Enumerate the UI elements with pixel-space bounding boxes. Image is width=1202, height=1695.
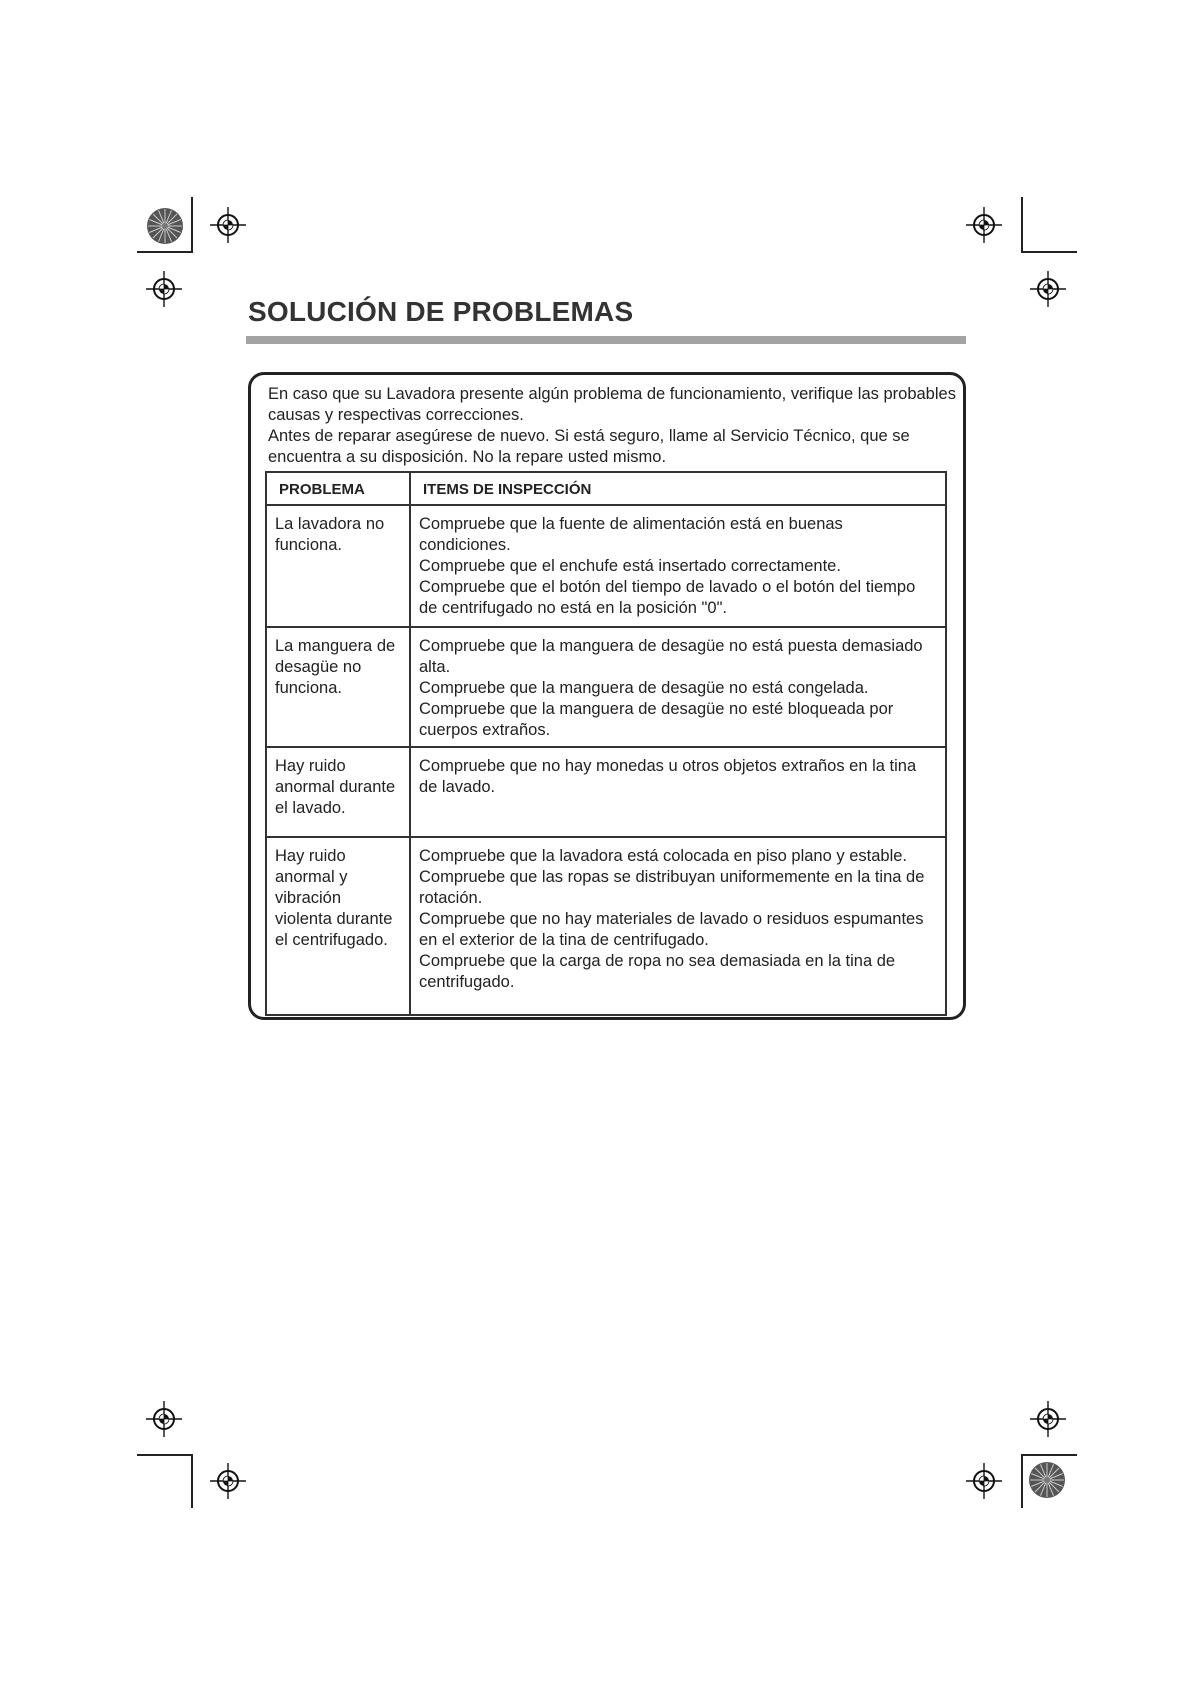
inspection-item: Compruebe que no hay materiales de lavado o residuos espumantes en el exterior de la tina de centrifugado. [419,910,924,949]
table-row [266,837,946,1015]
registration-target-icon [210,207,246,243]
table-header-row [266,472,946,505]
registration-target-icon [1030,271,1066,307]
table-row [266,627,946,747]
title-underline [246,336,966,344]
column-header-problem: PROBLEMA [266,472,410,505]
registration-target-icon [966,1463,1002,1499]
troubleshooting-table [265,471,947,1016]
registration-target-icon [1030,1401,1066,1437]
intro-paragraph: Antes de reparar asegúrese de nuevo. Si está seguro, llame al Servicio Técnico, que se encuentra a su disposición. No la repare usted mismo. [268,427,910,466]
inspection-item: Compruebe que la lavadora está colocada en piso plano y estable. [419,847,907,865]
problem-cell: La manguera de desagüe no funciona. [266,627,410,747]
registration-target-icon [210,1463,246,1499]
problem-cell: Hay ruido anormal y vibración violenta durante el centrifugado. [266,837,410,1015]
color-wheel-icon [1028,1461,1066,1499]
inspection-items-cell [410,627,946,747]
inspection-item: Compruebe que la manguera de desagüe no está puesta demasiado alta. [419,637,923,676]
crop-mark [191,1454,193,1508]
inspection-item: Compruebe que la manguera de desagüe no está congelada. [419,679,869,697]
inspection-item: Compruebe que el botón del tiempo de lavado o el botón del tiempo de centrifugado no está en la posición "0". [419,578,916,617]
table-row [266,747,946,837]
inspection-items-cell [410,747,946,837]
crop-mark [137,251,193,253]
inspection-item: Compruebe que no hay monedas u otros objetos extraños en la tina de lavado. [419,757,917,796]
problem-cell: La lavadora no funciona. [266,505,410,627]
color-wheel-icon [146,207,184,245]
column-header-items: ITEMS DE INSPECCIÓN [410,472,946,505]
crop-mark [1021,251,1077,253]
registration-target-icon [966,207,1002,243]
problem-cell: Hay ruido anormal durante el lavado. [266,747,410,837]
table-row [266,505,946,627]
inspection-item: Compruebe que la fuente de alimentación está en buenas condiciones. [419,515,843,554]
inspection-item: Compruebe que la carga de ropa no sea demasiada en la tina de centrifugado. [419,952,896,991]
inspection-item: Compruebe que la manguera de desagüe no esté bloqueada por cuerpos extraños. [419,700,894,739]
inspection-items-cell [410,505,946,627]
inspection-item: Compruebe que las ropas se distribuyan uniformemente en la tina de rotación. [419,868,925,907]
inspection-item: Compruebe que el enchufe está insertado correctamente. [419,557,841,575]
crop-mark [1021,1454,1023,1508]
crop-mark [1021,1454,1077,1456]
crop-mark [137,1454,193,1456]
registration-target-icon [146,271,182,307]
crop-mark [1021,197,1023,251]
intro-paragraph: En caso que su Lavadora presente algún problema de funcionamiento, verifique las probables causas y respectivas correcciones. [268,385,956,424]
registration-target-icon [146,1401,182,1437]
intro-text [268,384,958,468]
inspection-items-cell [410,837,946,1015]
page-title: SOLUCIÓN DE PROBLEMAS [248,296,634,327]
crop-mark [191,197,193,251]
